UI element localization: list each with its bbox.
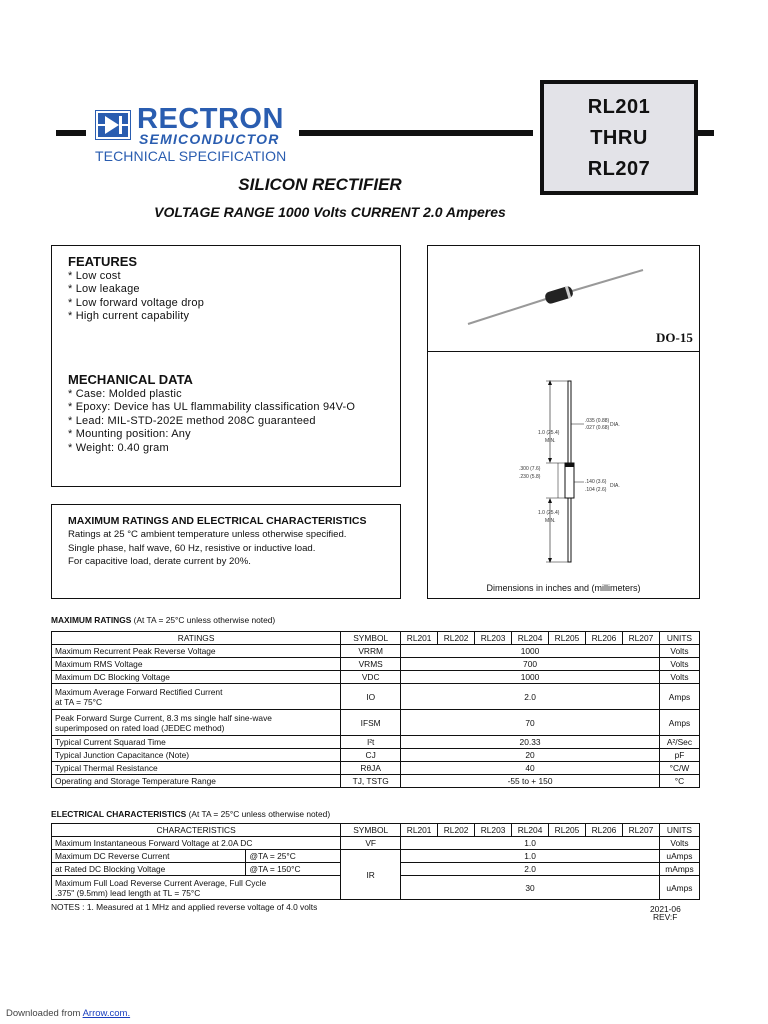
- column-header: RATINGS: [52, 632, 341, 645]
- rating-unit: Volts: [659, 658, 699, 671]
- ratings-notice-heading: MAXIMUM RATINGS AND ELECTRICAL CHARACTERISTICS: [68, 515, 367, 527]
- column-header: RL204: [512, 824, 549, 837]
- max-ratings-label: [51, 615, 275, 625]
- elec-chars-label-rest: (At TA = 25°C unless otherwise noted): [186, 809, 331, 819]
- dim-body-dia-2: .104 (2.6): [585, 487, 607, 493]
- arrow-link[interactable]: Arrow.com.: [82, 1008, 131, 1019]
- rating-symbol: CJ: [341, 749, 401, 762]
- column-header: CHARACTERISTICS: [52, 824, 341, 837]
- rating-name-line2: superimposed on rated load (JEDEC method): [55, 722, 225, 733]
- rating-symbol: RθJA: [341, 762, 401, 775]
- table-row: [52, 710, 700, 736]
- table-row: [52, 749, 700, 762]
- char-unit: Volts: [659, 837, 699, 850]
- rating-name: Typical Current Squarad Time: [52, 736, 341, 749]
- rating-name: Maximum DC Blocking Voltage: [52, 671, 341, 684]
- rating-unit: pF: [659, 749, 699, 762]
- feature-item: * Low forward voltage drop: [68, 296, 205, 309]
- table-header-row: [52, 824, 700, 837]
- dim-lead-bottom-min: MIN.: [545, 518, 556, 524]
- mechanical-item: * Weight: 0.40 gram: [68, 441, 169, 454]
- rating-unit: °C: [659, 775, 699, 788]
- column-header: RL204: [512, 632, 549, 645]
- revision-code: REV:F: [653, 912, 678, 922]
- rating-symbol: IFSM: [341, 710, 401, 736]
- table-row: [52, 837, 700, 850]
- package-name: DO-15: [656, 330, 693, 345]
- column-header: RL207: [622, 824, 659, 837]
- dim-body-len-1: .300 (7.6): [519, 466, 541, 472]
- mechanical-item: * Case: Molded plastic: [68, 388, 182, 400]
- notes: NOTES : 1. Measured at 1 MHz and applied reverse voltage of 4.0 volts: [51, 902, 318, 912]
- mechanical-item: * Epoxy: Device has UL flammability classification 94V-O: [68, 401, 356, 414]
- table-row: [52, 658, 700, 671]
- download-footer: [6, 1008, 130, 1019]
- features-box: [51, 245, 401, 487]
- rating-unit: Volts: [659, 645, 699, 658]
- rating-name: [52, 684, 341, 710]
- table-header-row: [52, 632, 700, 645]
- part-line-2: THRU: [590, 127, 648, 149]
- rating-value: 40: [401, 762, 660, 775]
- rating-unit: °C/W: [659, 762, 699, 775]
- rating-unit: Volts: [659, 671, 699, 684]
- revision-date: 2021-06: [650, 904, 681, 914]
- char-name: at Rated DC Blocking Voltage: [52, 863, 246, 876]
- ratings-notice-box: [51, 504, 401, 599]
- column-header: RL205: [549, 632, 586, 645]
- column-header: UNITS: [659, 632, 699, 645]
- dim-body-len-2: .230 (5.8): [519, 474, 541, 480]
- char-unit: uAmps: [659, 876, 699, 900]
- dim-lead-dia-1: .035 (0.88): [585, 418, 610, 424]
- max-ratings-table: [51, 631, 700, 788]
- column-header: RL202: [438, 632, 475, 645]
- dim-body-dia-1: .140 (3.6): [585, 479, 607, 485]
- table-row: [52, 684, 700, 710]
- dim-lead-top-min: MIN.: [545, 438, 556, 444]
- part-line-3: RL207: [587, 158, 651, 180]
- ratings-notice-line: Single phase, half wave, 60 Hz, resistive or inductive load.: [68, 542, 316, 554]
- rating-value: 2.0: [401, 684, 660, 710]
- rating-name: [52, 710, 341, 736]
- dim-lead-bottom: 1.0 (25.4): [538, 510, 560, 516]
- mechanical-item: * Mounting position: Any: [68, 428, 191, 441]
- rectron-logo-icon: [95, 110, 131, 140]
- max-ratings-label-rest: (At TA = 25°C unless otherwise noted): [131, 615, 276, 625]
- rating-symbol: TJ, TSTG: [341, 775, 401, 788]
- feature-item: * Low leakage: [68, 283, 140, 296]
- char-name-line2: .375" (9.5mm) lead length at TL = 75°C: [55, 887, 201, 898]
- column-header: SYMBOL: [341, 632, 401, 645]
- ratings-notice-line: For capacitive load, derate current by 20%.: [68, 556, 251, 567]
- column-header: RL201: [401, 632, 438, 645]
- column-header: RL201: [401, 824, 438, 837]
- char-value: 30: [401, 876, 660, 900]
- column-header: RL202: [438, 824, 475, 837]
- table-row: [52, 850, 700, 863]
- column-header: RL203: [475, 824, 512, 837]
- package-box: [427, 245, 700, 599]
- rating-name: Typical Thermal Resistance: [52, 762, 341, 775]
- part-line-1: RL201: [587, 96, 651, 118]
- char-symbol: VF: [341, 837, 401, 850]
- column-header: RL207: [622, 632, 659, 645]
- char-condition: @TA = 150°C: [246, 863, 341, 876]
- package-outline-drawing: [428, 352, 699, 572]
- dim-lead-top: 1.0 (25.4): [538, 430, 560, 436]
- table-row: [52, 775, 700, 788]
- column-header: RL206: [585, 824, 622, 837]
- rating-value: -55 to + 150: [401, 775, 660, 788]
- table-row: [52, 736, 700, 749]
- column-header: RL205: [549, 824, 586, 837]
- char-condition: @TA = 25°C: [246, 850, 341, 863]
- feature-item: * High current capability: [68, 310, 190, 323]
- rating-value: 1000: [401, 645, 660, 658]
- column-header: RL206: [585, 632, 622, 645]
- table-row: [52, 762, 700, 775]
- rating-symbol: I²t: [341, 736, 401, 749]
- rating-value: 20: [401, 749, 660, 762]
- header-rule-left: [56, 130, 86, 136]
- column-header: SYMBOL: [341, 824, 401, 837]
- rating-name-line1: Peak Forward Surge Current, 8.3 ms single half sine-wave: [55, 712, 272, 723]
- table-row: [52, 645, 700, 658]
- brand-tagline: TECHNICAL SPECIFICATION: [95, 148, 287, 164]
- rating-name: Operating and Storage Temperature Range: [52, 775, 341, 788]
- table-row: [52, 671, 700, 684]
- mechanical-heading: MECHANICAL DATA: [68, 372, 193, 387]
- elec-chars-table: [51, 823, 700, 900]
- rating-value: 1000: [401, 671, 660, 684]
- ratings-notice-line: Ratings at 25 °C ambient temperature unless otherwise specified.: [68, 529, 347, 540]
- rating-name: Maximum RMS Voltage: [52, 658, 341, 671]
- feature-item: * Low cost: [68, 270, 121, 282]
- char-unit: uAmps: [659, 850, 699, 863]
- char-name: Maximum Instantaneous Forward Voltage at 2.0A DC: [52, 837, 341, 850]
- rating-name: Typical Junction Capacitance (Note): [52, 749, 341, 762]
- brand-name: RECTRON: [137, 103, 284, 135]
- rating-unit: Amps: [659, 710, 699, 736]
- char-name-line1: Maximum Full Load Reverse Current Average, Full Cycle: [55, 877, 267, 888]
- column-header: UNITS: [659, 824, 699, 837]
- rating-name-line2: at TA = 75°C: [55, 696, 103, 707]
- rating-value: 700: [401, 658, 660, 671]
- header-rule-middle: [299, 130, 533, 136]
- rating-name: Maximum Recurrent Peak Reverse Voltage: [52, 645, 341, 658]
- char-value: 1.0: [401, 837, 660, 850]
- rating-symbol: VDC: [341, 671, 401, 684]
- rating-value: 20.33: [401, 736, 660, 749]
- page-title: SILICON RECTIFIER: [238, 175, 402, 194]
- rating-symbol: VRRM: [341, 645, 401, 658]
- rating-unit: Amps: [659, 684, 699, 710]
- char-name: Maximum DC Reverse Current: [52, 850, 246, 863]
- char-value: 2.0: [401, 863, 660, 876]
- char-symbol: IR: [341, 850, 401, 900]
- rating-unit: A²/Sec: [659, 736, 699, 749]
- char-unit: mAmps: [659, 863, 699, 876]
- dimensions-caption: Dimensions in inches and (millimeters): [486, 583, 641, 593]
- elec-chars-label: [51, 809, 330, 819]
- footer-prefix: Downloaded from: [6, 1008, 83, 1019]
- char-value: 1.0: [401, 850, 660, 863]
- header-rule-right: [698, 130, 714, 136]
- brand-subtitle: SEMICONDUCTOR: [139, 131, 280, 147]
- dim-lead-dia-2: .027 (0.68): [585, 425, 610, 431]
- features-heading: FEATURES: [68, 254, 138, 269]
- char-name: [52, 876, 341, 900]
- rating-value: 70: [401, 710, 660, 736]
- rating-name-line1: Maximum Average Forward Rectified Current: [55, 686, 223, 697]
- column-header: RL203: [475, 632, 512, 645]
- dim-body-dia-label: DIA.: [610, 483, 620, 489]
- mechanical-item: * Lead: MIL-STD-202E method 208C guaranteed: [68, 414, 316, 427]
- rating-symbol: VRMS: [341, 658, 401, 671]
- elec-chars-label-bold: ELECTRICAL CHARACTERISTICS: [51, 809, 187, 819]
- max-ratings-label-bold: MAXIMUM RATINGS: [51, 615, 132, 625]
- rating-symbol: IO: [341, 684, 401, 710]
- dim-lead-dia-label: DIA.: [610, 422, 620, 428]
- page-subtitle: VOLTAGE RANGE 1000 Volts CURRENT 2.0 Amperes: [154, 204, 506, 220]
